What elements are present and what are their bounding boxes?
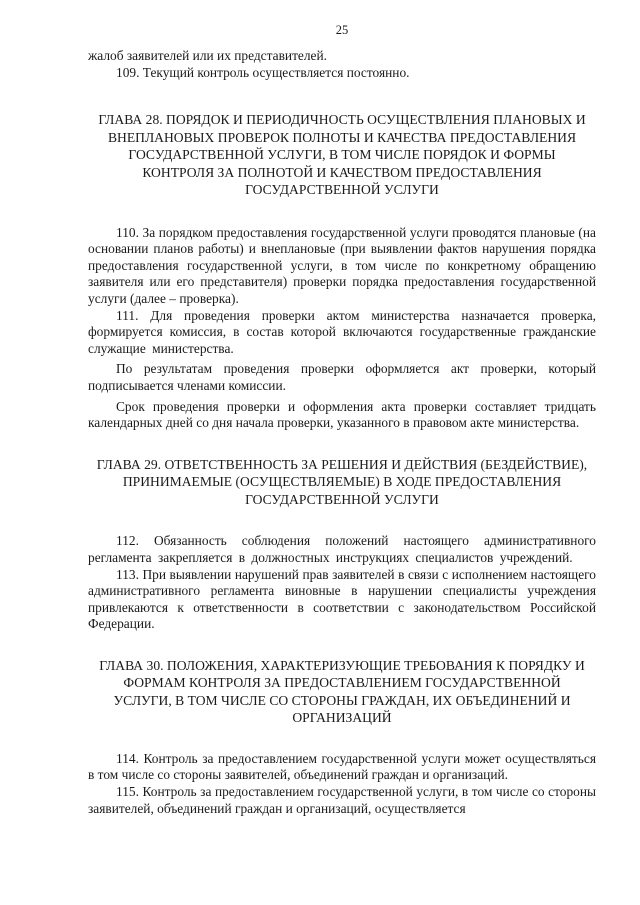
page-number: 25 (335, 23, 349, 37)
paragraph-115: 115. Контроль за предоставлением государственной услуги, в том числе со стороны заявителей, объединений граждан и организаций, осуществляется (88, 784, 596, 816)
chapter-29-heading: ГЛАВА 29. ОТВЕТСТВЕННОСТЬ ЗА РЕШЕНИЯ И ДЕЙСТВИЯ (БЕЗДЕЙСТВИЕ), ПРИНИМАЕМЫЕ (ОСУЩЕСТВЛЯЕМЫЕ) В ХОДЕ ПРЕДОСТАВЛЕНИЯ ГОСУДАРСТВЕННОЙ УСЛУГИ (96, 456, 588, 507)
intro-continuation: жалоб заявителей или их представителей. (88, 48, 328, 63)
paragraph-110: 110. За порядком предоставления государственной услуги проводятся плановые (на основании планов работы) и внеплановые (при выявлении фактов нарушения порядка предоставления государственной услуги, в том числе по конкретному обращению заявителя или его представителя) проверки порядка предоставления государственной услуги (далее – проверка). (88, 224, 596, 307)
chapter-28-heading: ГЛАВА 28. ПОРЯДОК И ПЕРИОДИЧНОСТЬ ОСУЩЕСТВЛЕНИЯ ПЛАНОВЫХ И ВНЕПЛАНОВЫХ ПРОВЕРОК ПОЛНОТЫ И КАЧЕСТВА ПРЕДОСТАВЛЕНИЯ ГОСУДАРСТВЕННОЙ УСЛУГИ, В ТОМ ЧИСЛЕ ПОРЯДОК И ФОРМЫ КОНТРОЛЯ ЗА ПОЛНОТОЙ И КАЧЕСТВОМ ПРЕДОСТАВЛЕНИЯ ГОСУДАРСТВЕННОЙ УСЛУГИ (98, 112, 586, 198)
chapter-30-heading: ГЛАВА 30. ПОЛОЖЕНИЯ, ХАРАКТЕРИЗУЮЩИЕ ТРЕБОВАНИЯ К ПОРЯДКУ И ФОРМАМ КОНТРОЛЯ ЗА ПРЕДОСТАВЛЕНИЕМ ГОСУДАРСТВЕННОЙ УСЛУГИ, В ТОМ ЧИСЛЕ СО СТОРОНЫ ГРАЖДАН, ИХ ОБЪЕДИНЕНИЙ И ОРГАНИЗАЦИЙ (99, 657, 585, 726)
paragraph-109: 109. Текущий контроль осуществляется постоянно. (116, 64, 410, 80)
paragraph-114: 114. Контроль за предоставлением государственной услуги может осуществляться в том числе со стороны заявителей, объединений граждан и организаций. (88, 750, 596, 783)
paragraph-111-result: По результатам проведения проверки оформляется акт проверки, который подписывается членами комиссии. (88, 361, 596, 394)
paragraph-111-term: Срок проведения проверки и оформления акта проверки составляет тридцать календарных дней со дня начала проверки, указанного в правовом акте министерства. (88, 398, 596, 431)
paragraph-112: 112. Обязанность соблюдения положений настоящего административного регламента закрепляется в должностных инструкциях специалистов учреждений. (88, 533, 596, 565)
paragraph-111: 111. Для проведения проверки актом министерства назначается проверка, формируется комиссия, в состав которой включаются государственные гражданские служащие министерства. (88, 307, 596, 356)
paragraph-113: 113. При выявлении нарушений прав заявителей в связи с исполнением настоящего административного регламента виновные в нарушении специалисты учреждения привлекаются к ответственности в соответствии с законодательством Российской Федерации. (88, 566, 596, 632)
